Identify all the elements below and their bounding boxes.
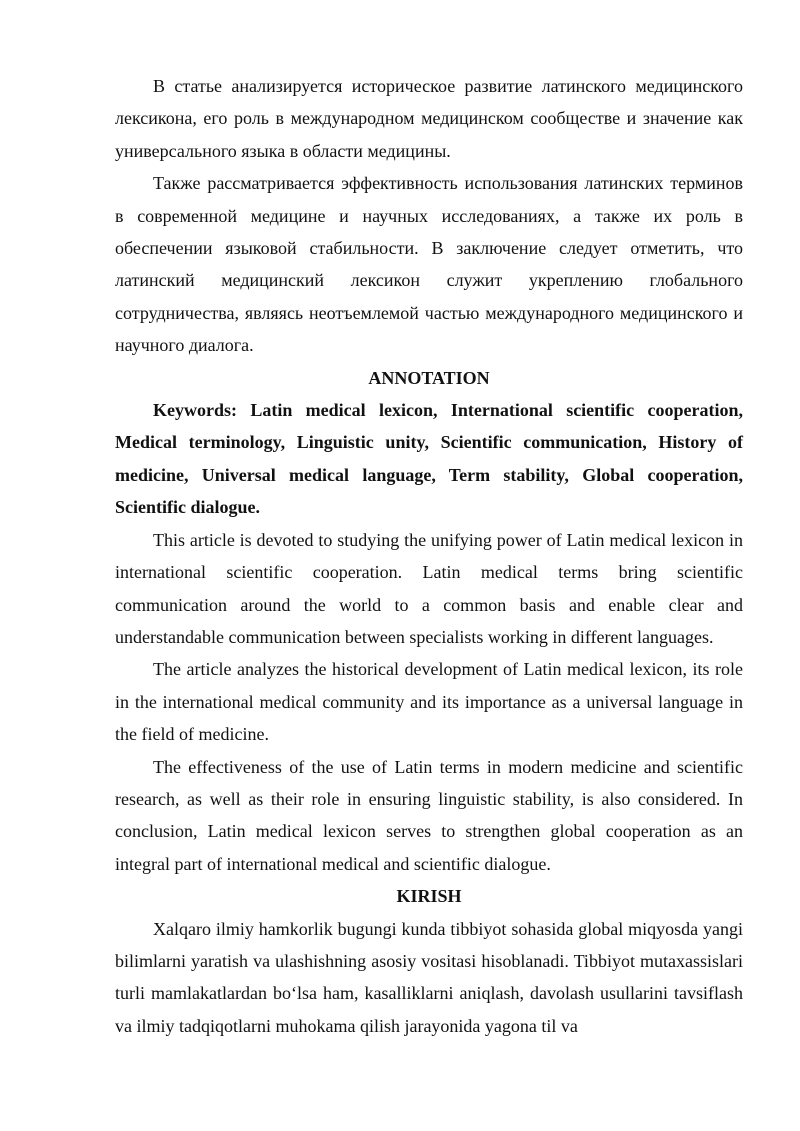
paragraph-en-3: The effectiveness of the use of Latin terms in modern medicine and scientific research, as well as their role in ensuring linguistic stability, is also considered. In conclusion, Latin medical lexicon serves to strengthen global cooperation as an integral part of international medical and scientific dialogue. [115,756,743,874]
paragraph-en-1: This article is devoted to studying the unifying power of Latin medical lexicon in international scientific cooperation. Latin medical terms bring scientific communication around the world to a common basis and enable clear and understandable communication between specialists working in different languages. [115,529,743,647]
keywords-paragraph: Keywords: Latin medical lexicon, International scientific cooperation, Medical terminology, Linguistic unity, Scientific communication, History of medicine, Universal medical language, Term stability, Global cooperation, Scientific dialogue. [115,400,743,518]
paragraph-ru-1: В статье анализируется историческое развитие латинского медицинского лексикона, его роль в международном медицинском сообществе и значение как универсального языка в области медицины. [115,76,743,161]
kirish-heading: KIRISH [396,886,462,907]
paragraph-en-2: The article analyzes the historical development of Latin medical lexicon, its role in the international medical community and its importance as a universal language in the field of medicine. [115,659,743,745]
paragraph-ru-2: Также рассматривается эффективность использования латинских терминов в современной медицине и научных исследованиях, а также их роль в обеспечении языковой стабильности. В заключение следует отметить, что латинский медицинский лексикон служит укреплению глобального сотрудничества, являясь неотъемлемой частью международного медицинского и научного диалога. [115,173,743,356]
paragraph-uz-1: Xalqaro ilmiy hamkorlik bugungi kunda tibbiyot sohasida global miqyosda yangi bilimlarni yaratish va ulashishning asosiy vositasi hisoblanadi. Tibbiyot mutaxassislari turli mamlakatlardan bo‘lsa ham, kasalliklarni aniqlash, davolash usullarini tavsiflash va ilmiy tadqiqotlarni muhokama qilish jarayonida yagona til va [115,918,743,1036]
annotation-heading: ANNOTATION [368,367,490,388]
